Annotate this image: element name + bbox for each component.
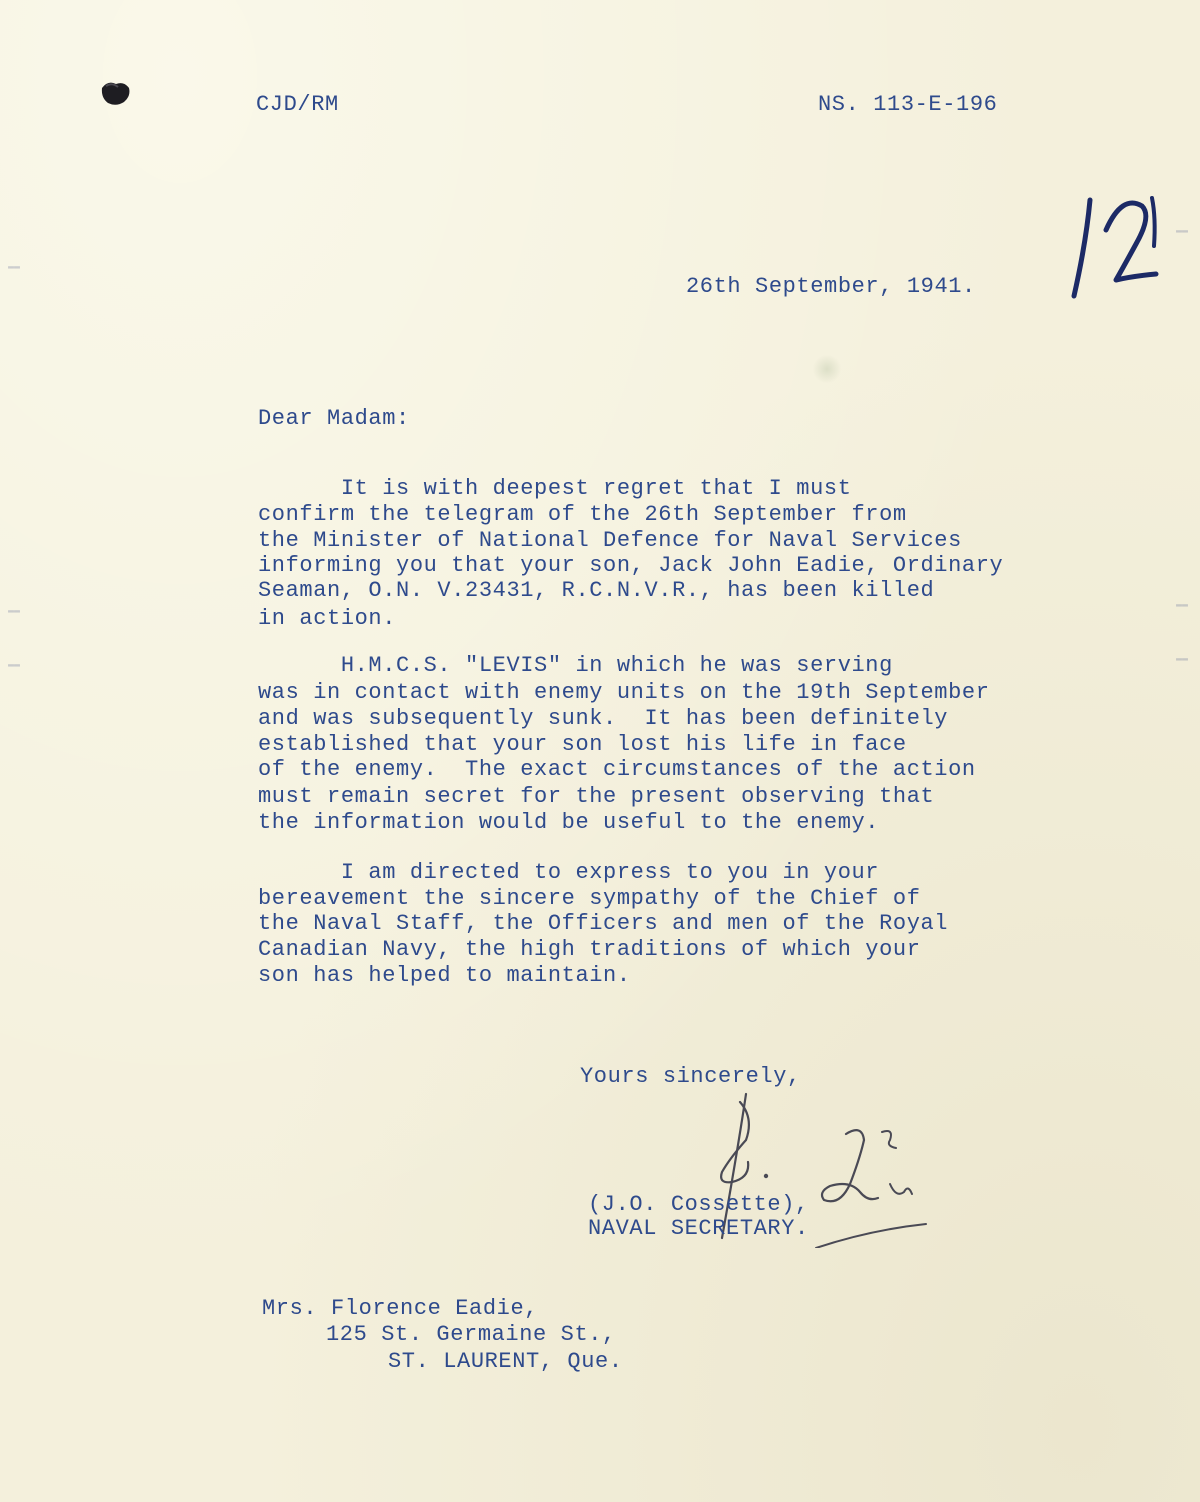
- body-line: established that your son lost his life in face: [258, 732, 907, 757]
- body-line: son has helped to maintain.: [258, 963, 631, 988]
- body-line: the Minister of National Defence for Naval Services: [258, 528, 962, 553]
- recipient-city: ST. LAURENT, Que.: [388, 1349, 623, 1374]
- bleed-mark: ▬▬: [1176, 654, 1189, 665]
- body-line: H.M.C.S. "LEVIS" in which he was serving: [258, 653, 893, 678]
- body-line: the Naval Staff, the Officers and men of the Royal: [258, 911, 949, 936]
- body-line: bereavement the sincere sympathy of the Chief of: [258, 886, 921, 911]
- body-line: was in contact with enemy units on the 19th September: [258, 680, 990, 705]
- signatory-name: (J.O. Cossette),: [588, 1192, 809, 1217]
- handwritten-folio-number: [1060, 188, 1170, 303]
- bleed-mark: ▬▬: [1176, 600, 1189, 611]
- body-line: must remain secret for the present observing that: [258, 784, 935, 809]
- signatory-title: NAVAL SECRETARY.: [588, 1216, 809, 1241]
- body-line: in action.: [258, 606, 397, 631]
- file-number: NS. 113-E-196: [818, 92, 998, 117]
- closing: Yours sincerely,: [580, 1064, 801, 1089]
- paper-stain: [812, 355, 842, 383]
- bleed-mark: ▬▬: [8, 660, 21, 671]
- recipient-name: Mrs. Florence Eadie,: [262, 1296, 539, 1321]
- letter-date: 26th September, 1941.: [686, 274, 976, 299]
- body-line: confirm the telegram of the 26th September from: [258, 502, 907, 527]
- bleed-mark: ▬▬: [8, 262, 21, 273]
- punch-hole: [98, 78, 132, 108]
- body-line: Seaman, O.N. V.23431, R.C.N.V.R., has been killed: [258, 578, 935, 603]
- body-line: Canadian Navy, the high traditions of which your: [258, 937, 921, 962]
- bleed-mark: ▬▬: [1176, 226, 1189, 237]
- body-line: and was subsequently sunk. It has been definitely: [258, 706, 949, 731]
- body-line: I am directed to express to you in your: [258, 860, 880, 885]
- body-line: of the enemy. The exact circumstances of the action: [258, 757, 976, 782]
- reference-initials: CJD/RM: [256, 92, 339, 117]
- body-line: informing you that your son, Jack John Eadie, Ordinary: [258, 553, 1004, 578]
- salutation: Dear Madam:: [258, 406, 410, 431]
- body-line: the information would be useful to the enemy.: [258, 810, 880, 835]
- bleed-mark: ▬▬: [8, 606, 21, 617]
- recipient-street: 125 St. Germaine St.,: [326, 1322, 616, 1347]
- body-line: It is with deepest regret that I must: [258, 476, 852, 501]
